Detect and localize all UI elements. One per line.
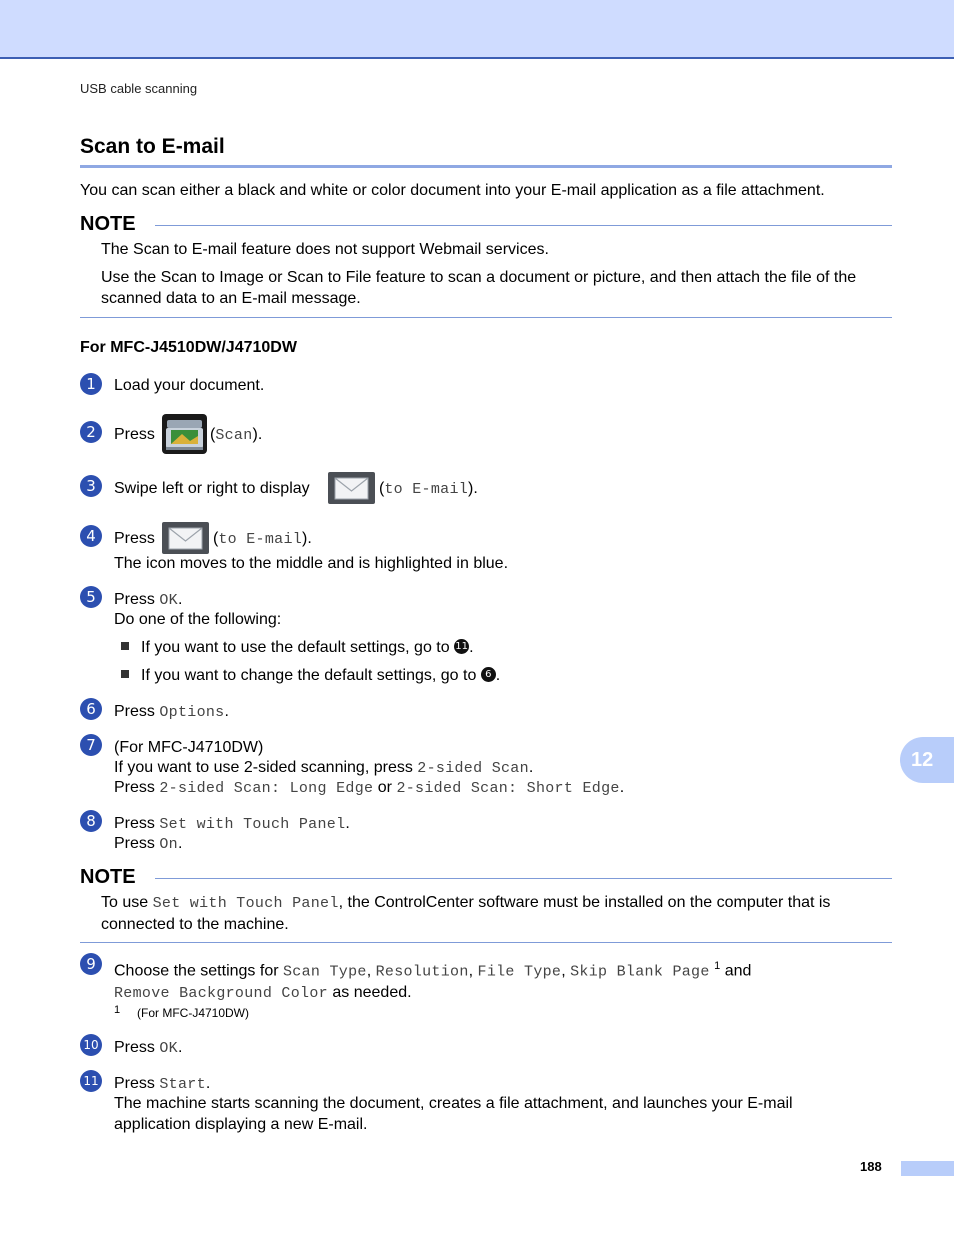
step-text: Press 2-sided Scan: Long Edge or 2-sided Scan: Short Edge.: [114, 779, 625, 797]
step-text: Swipe left or right to display: [114, 480, 310, 497]
step-text: The icon moves to the middle and is highlighted in blue.: [114, 555, 509, 572]
step-text: application displaying a new E-mail.: [114, 1116, 368, 1133]
step-text: Press OK.: [114, 1039, 183, 1057]
step-text: (to E-mail).: [213, 530, 312, 548]
section-title: Scan to E-mail: [80, 135, 225, 158]
ui-term: Set with Touch Panel: [152, 895, 339, 912]
step-number: 4: [80, 525, 102, 547]
step-ref: 6: [481, 667, 496, 682]
chapter-tab: 12: [900, 737, 954, 783]
list-item: If you want to use the default settings, go to 11.: [121, 637, 474, 658]
ui-term-to-email: to E-mail: [384, 481, 469, 498]
ui-term: Resolution: [375, 963, 469, 981]
note-text: Use the Scan to Image or Scan to File feature to scan a document or picture, and then attach the file of the scanned data to an E-mail message.: [101, 269, 857, 307]
list-item: If you want to change the default settings, go to 6 .: [121, 665, 500, 686]
step-number: 1: [80, 373, 102, 395]
bullet-icon: [121, 670, 129, 678]
step-number: 8: [80, 810, 102, 832]
intro-paragraph: You can scan either a black and white or color document into your E-mail application as a file attachment.: [80, 182, 825, 199]
step-text: If you want to use 2-sided scanning, press 2-sided Scan.: [114, 759, 534, 777]
header-band: [0, 0, 954, 59]
page-number: 188: [860, 1159, 882, 1174]
ui-term-options: Options: [159, 704, 225, 721]
step-number: 9: [80, 953, 102, 975]
step-number: 3: [80, 475, 102, 497]
bullet-icon: [121, 642, 129, 650]
ui-term: File Type: [477, 963, 562, 981]
scanner-icon: [162, 414, 207, 454]
step-text: Press: [114, 530, 155, 547]
step-number: 11: [80, 1070, 102, 1092]
step-text: Press Start.: [114, 1075, 211, 1093]
note-end-rule: [80, 942, 892, 943]
footnote-number: 1: [114, 1004, 121, 1016]
model-subheading: For MFC-J4510DW/J4710DW: [80, 339, 297, 356]
step-number: 6: [80, 698, 102, 720]
note-divider: [155, 878, 892, 879]
title-rule: [80, 165, 892, 168]
step-text: Load your document.: [114, 377, 265, 394]
press-label: Press: [114, 426, 155, 443]
step-text: [114, 424, 155, 445]
step-text: (to E-mail).: [379, 480, 478, 498]
step-text: (For MFC-J4710DW): [114, 739, 264, 756]
ui-term-start: Start: [159, 1076, 206, 1093]
step-number: 2: [80, 421, 102, 443]
running-header: USB cable scanning: [80, 81, 198, 96]
step-number: 10: [80, 1034, 102, 1056]
note-heading: NOTE: [80, 213, 136, 235]
step-ref: 11: [455, 641, 468, 653]
step-text: Press On.: [114, 835, 183, 853]
ui-term: Remove Background Color: [114, 985, 328, 1003]
step-text: The machine starts scanning the document, creates a file attachment, and launches your E-mail: [114, 1095, 793, 1112]
ui-term-scan: Scan: [215, 427, 253, 444]
step-text: Do one of the following:: [114, 611, 282, 628]
envelope-icon: [162, 522, 209, 554]
page-number-bar: [901, 1161, 954, 1176]
step-number: 5: [80, 586, 102, 608]
ui-term: Scan Type: [283, 963, 367, 981]
step-number: 7: [80, 734, 102, 756]
ui-term-ok: OK: [159, 592, 178, 609]
note-divider: [155, 225, 892, 226]
step-text: (Scan).: [210, 426, 263, 444]
step-text: Press Options.: [114, 703, 229, 721]
note-end-rule: [80, 317, 892, 318]
step-text: Press OK.: [114, 591, 183, 609]
ui-term: Set with Touch Panel: [159, 816, 346, 833]
ui-term: 2-sided Scan: Long Edge: [159, 780, 374, 797]
ui-term: Skip Blank Page: [570, 963, 710, 981]
footnote-text: (For MFC-J4710DW): [137, 1006, 250, 1020]
note-text: The Scan to E-mail feature does not support Webmail services.: [101, 241, 549, 258]
footnote-marker: 1: [714, 960, 721, 972]
ui-term: 2-sided Scan: [417, 760, 529, 777]
ui-term-to-email: to E-mail: [218, 531, 303, 548]
ui-term: 2-sided Scan: Short Edge: [396, 780, 620, 797]
step-text: Press Set with Touch Panel.: [114, 815, 350, 833]
step-text: Choose the settings for Scan Type, Resolution, File Type, Skip Blank Page $^1$ and Remove Background Color as needed.: [114, 960, 752, 1003]
ui-term-ok: OK: [159, 1040, 178, 1057]
envelope-icon: [328, 472, 375, 504]
note-heading: NOTE: [80, 866, 136, 888]
ui-term: On: [159, 836, 178, 853]
note-text: To use Set with Touch Panel, the ControlCenter software must be installed on the computer that is connected to the machine.: [101, 894, 831, 933]
